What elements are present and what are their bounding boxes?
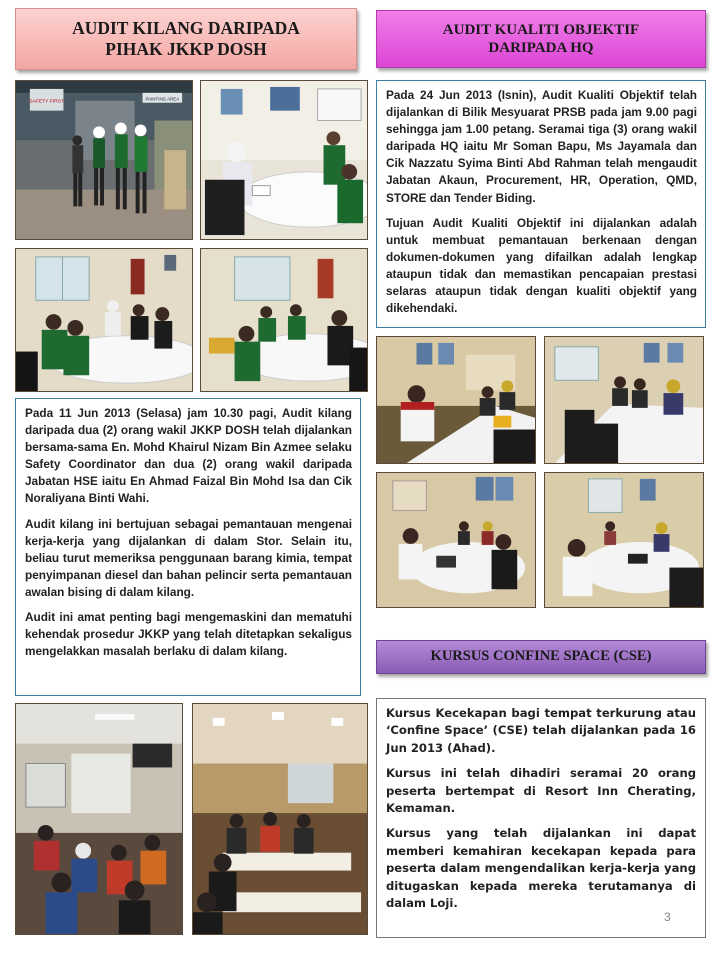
hq-paragraph-1: Pada 24 Jun 2013 (Isnin), Audit Kualiti Objektif telah dijalankan di Bilik Mesyuarat PRSB pada jam 9.00 pagi sehingga jam 1.00 petang. Seramai tiga (3) orang wakil daripada HQ iaitu Mr Soman Bapu, Ms Jayamala dan Cik Nazzatu Syima Binti Abd Rahman telah mengaudit Jabatan Akaun, Procurement, HR, Operation, QMD, STORE dan Tender Biding. xyxy=(386,88,697,205)
photo-factory-inspection xyxy=(15,80,193,240)
photo-cse-course-2 xyxy=(192,703,368,935)
photo-cse-course-1 xyxy=(15,703,183,935)
dosh-audit-text xyxy=(15,398,361,696)
cse-course-text xyxy=(376,698,706,938)
photo-hq-meeting-3 xyxy=(376,472,536,608)
dosh-title-line2: PIHAK JKKP DOSH xyxy=(105,39,267,59)
dosh-paragraph-2: Audit kilang ini bertujuan sebagai pemantauan mengenai kerja-kerja yang dijalankan di dalam Stor. Selain itu, beliau turut memeriksa penggunaan barang kimia, tempat penyimpanan diesel dan bahan pelincir serta pemantauan awalan bising di dalam kilang. xyxy=(25,516,352,599)
dosh-audit-banner xyxy=(15,8,357,70)
cse-title: KURSUS CONFINE SPACE (CSE) xyxy=(430,648,652,665)
page-number: 3 xyxy=(664,910,671,924)
photo-hq-meeting-1 xyxy=(376,336,536,464)
hq-title-line1: AUDIT KUALITI OBJEKTIF xyxy=(442,21,640,38)
photo-hq-meeting-2 xyxy=(544,336,704,464)
cse-paragraph-1: Kursus Kecekapan bagi tempat terkurung atau ‘Confine Space’ (CSE) telah dijalankan pada 16 Jun 2013 (Ahad). xyxy=(386,706,696,755)
cse-paragraph-2: Kursus ini telah dihadiri seramai 20 orang peserta bertempat di Resort Inn Cherating, Kemaman. xyxy=(386,766,696,815)
svg-text:SAFETY FIRST: SAFETY FIRST xyxy=(29,99,65,105)
photo-dosh-meeting-1 xyxy=(200,80,368,240)
cse-paragraph-3: Kursus yang telah dijalankan ini dapat memberi kemahiran kecekapan kepada para peserta dalam mengendalikan kerja-kerja yang ditugaskan kepada mereka terutamanya di dalam Loji. xyxy=(386,826,696,910)
svg-text:PAINTING AREA: PAINTING AREA xyxy=(145,96,180,102)
hq-title-line2: DARIPADA HQ xyxy=(488,40,594,56)
hq-audit-banner xyxy=(376,10,706,68)
photo-dosh-meeting-2 xyxy=(15,248,193,392)
photo-hq-meeting-4 xyxy=(544,472,704,608)
dosh-title-line1: AUDIT KILANG DARIPADA xyxy=(72,17,300,38)
hq-paragraph-2: Tujuan Audit Kualiti Objektif ini dijalankan adalah untuk membuat pemantauan berkenaan dengan dokumen-dokumen yang difailkan adalah lengkap ataupun tidak dan memastikan pencapaian prestasi selaras ataupun tidak dengan kualiti objektif yang dikehendaki. xyxy=(386,215,697,316)
dosh-paragraph-1: Pada 11 Jun 2013 (Selasa) jam 10.30 pagi, Audit kilang daripada dua (2) orang wakil JKKP DOSH telah dijalankan bersama-sama En. Mohd Khairul Nizam Bin Azmee selaku Safety Coordinator dan dua (2) orang wakil daripada Jabatan HSE iaitu En Ahmad Faizal Bin Mohd Isa dan Cik Noraliyana Binti Wahi. xyxy=(25,406,352,506)
photo-dosh-meeting-3 xyxy=(200,248,368,392)
dosh-paragraph-3: Audit ini amat penting bagi mengemaskini dan mematuhi kehendak prosedur JKKP yang telah ditetapkan sekaligus mengelakkan masalah berlaku di dalam kilang. xyxy=(25,610,352,659)
hq-audit-text xyxy=(376,80,706,328)
cse-course-banner xyxy=(376,640,706,674)
